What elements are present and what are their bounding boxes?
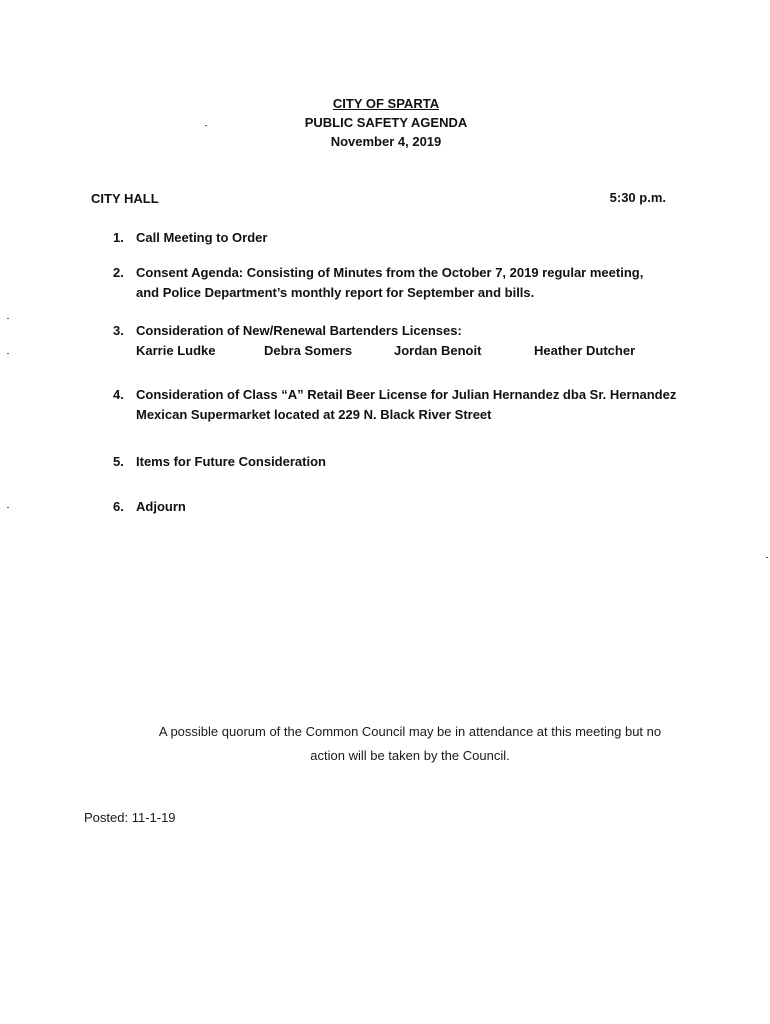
quorum-notice-line2: action will be taken by the Council. bbox=[310, 748, 510, 763]
bartender-name: Debra Somers bbox=[264, 343, 353, 358]
agenda-item-number: 3. bbox=[113, 323, 124, 338]
agenda-item-text: Adjourn bbox=[136, 499, 186, 514]
meeting-time: 5:30 p.m. bbox=[609, 190, 666, 205]
bartender-names bbox=[136, 341, 676, 361]
quorum-notice-line1: A possible quorum of the Common Council may be in attendance at this meeting but no bbox=[158, 724, 662, 739]
agenda-item-text: Call Meeting to Order bbox=[136, 230, 268, 245]
agenda-title: PUBLIC SAFETY AGENDA bbox=[304, 115, 468, 130]
agenda-item-number: 1. bbox=[113, 230, 124, 245]
agenda-item-text: Items for Future Consideration bbox=[136, 454, 326, 469]
bartender-name: Karrie Ludke bbox=[136, 343, 216, 358]
scan-speck bbox=[7, 507, 9, 508]
bartender-name: Jordan Benoit bbox=[394, 343, 482, 358]
scan-speck bbox=[766, 557, 768, 558]
agenda-item-text-line1: Consideration of Class “A” Retail Beer License for Julian Hernandez dba Sr. Hernandez bbox=[136, 387, 677, 402]
document-header bbox=[0, 94, 770, 151]
agenda-item-4 bbox=[113, 385, 693, 425]
scan-speck bbox=[7, 353, 9, 354]
agenda-item-text-line1: Consent Agenda: Consisting of Minutes from the October 7, 2019 regular meeting, bbox=[136, 265, 644, 280]
posted-date: Posted: 11-1-19 bbox=[84, 810, 176, 825]
agenda-item-number: 2. bbox=[113, 265, 124, 280]
agenda-item-text-line2: and Police Department’s monthly report for September and bills. bbox=[136, 285, 535, 300]
agenda-item-text-line2: Mexican Supermarket located at 229 N. Black River Street bbox=[136, 407, 492, 422]
bartender-name: Heather Dutcher bbox=[534, 343, 636, 358]
city-name: CITY OF SPARTA bbox=[332, 96, 440, 111]
agenda-item-number: 4. bbox=[113, 387, 124, 402]
quorum-notice bbox=[130, 720, 690, 768]
scan-speck bbox=[7, 318, 9, 319]
meeting-date: November 4, 2019 bbox=[330, 134, 442, 149]
agenda-item-2 bbox=[113, 263, 693, 303]
agenda-item-number: 5. bbox=[113, 454, 124, 469]
agenda-item-3 bbox=[113, 321, 693, 361]
agenda-item-text: Consideration of New/Renewal Bartenders Licenses: bbox=[136, 323, 462, 338]
meeting-location: CITY HALL bbox=[91, 191, 159, 206]
agenda-item-number: 6. bbox=[113, 499, 124, 514]
